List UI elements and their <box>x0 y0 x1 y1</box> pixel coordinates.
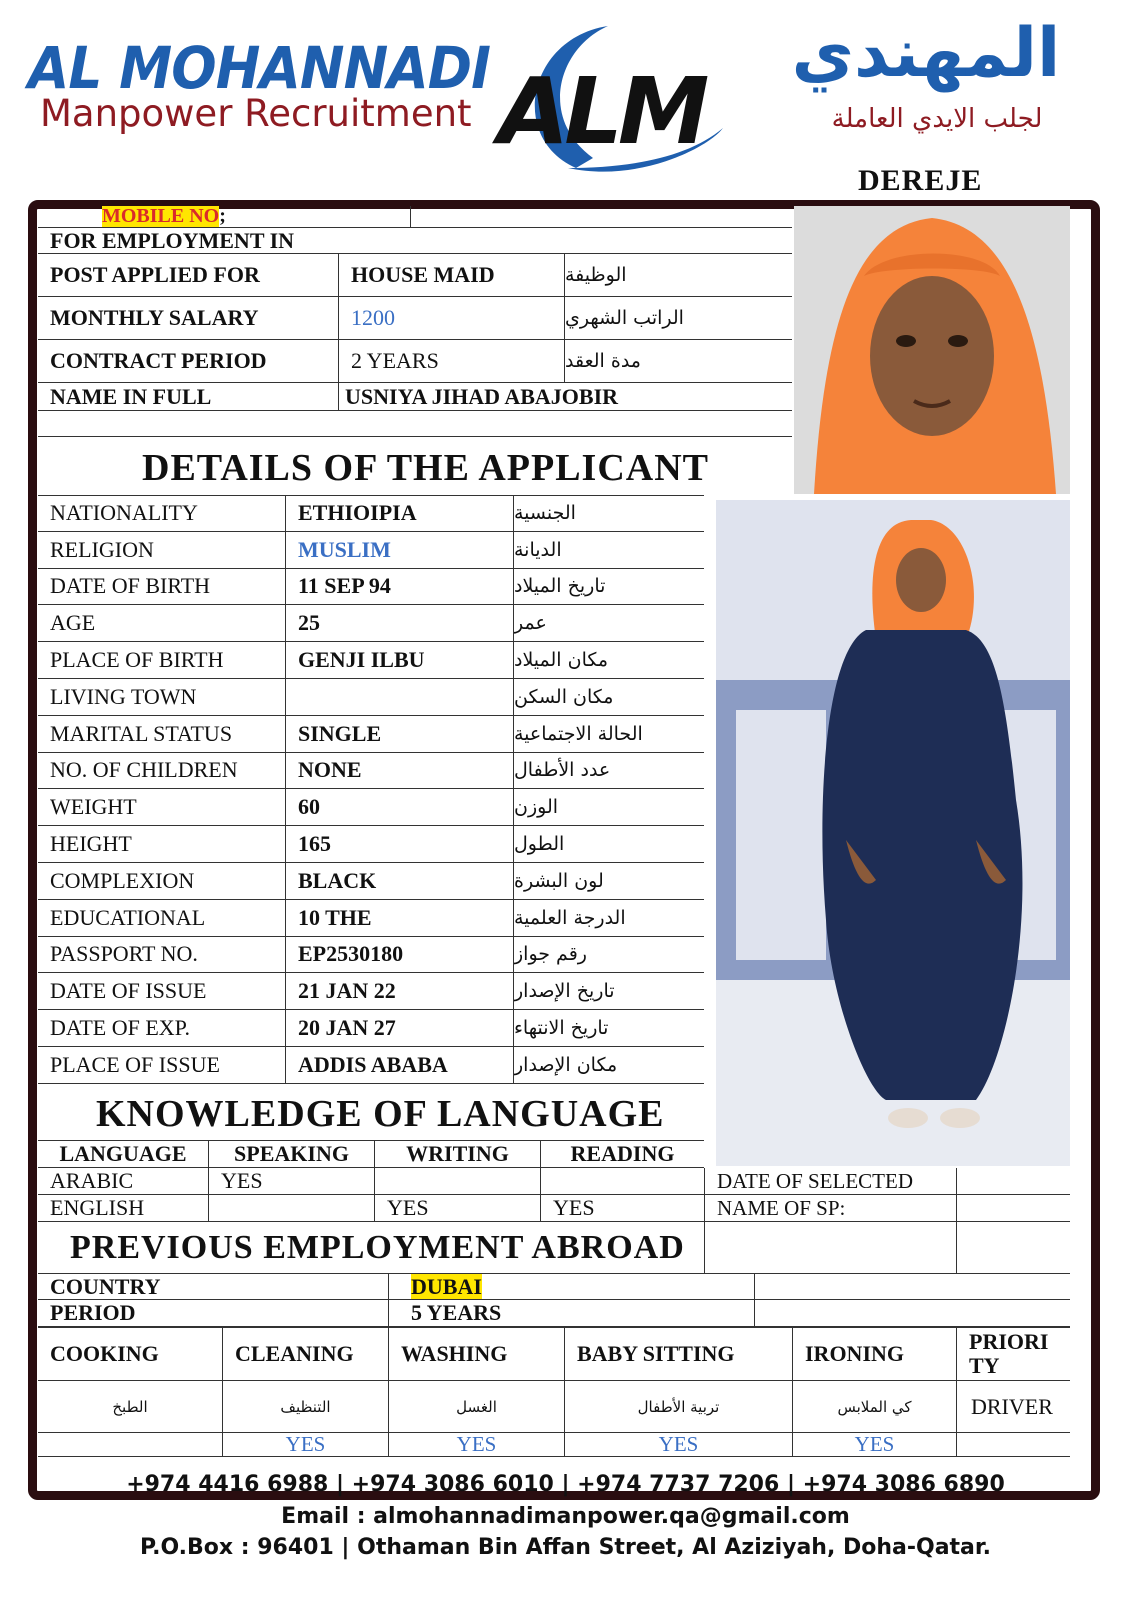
details-label: WEIGHT <box>50 794 137 820</box>
details-row <box>38 973 704 1010</box>
details-label: LIVING TOWN <box>50 683 197 709</box>
details-label: NO. OF CHILDREN <box>50 757 238 783</box>
period-value: 5 YEARS <box>388 1300 754 1326</box>
contract-label: CONTRACT PERIOD <box>50 348 267 373</box>
language-col-writing: WRITING <box>374 1141 540 1167</box>
footer-email: Email : almohannadimanpower.qa@gmail.com <box>281 1504 850 1529</box>
mobile-row <box>38 206 792 228</box>
details-ar: الديانة <box>513 532 704 568</box>
footer-phones: +974 4416 6988 | +974 3086 6010 | +974 7737 7206 | +974 3086 6890 <box>126 1472 1005 1497</box>
language-title: KNOWLEDGE OF LANGUAGE <box>96 1093 665 1135</box>
details-row <box>38 716 704 753</box>
name-row <box>38 383 792 411</box>
details-value: ADDIS ABABA <box>285 1047 513 1083</box>
language-speaking <box>208 1195 374 1221</box>
period-label: PERIOD <box>50 1300 136 1325</box>
salary-row <box>38 297 792 340</box>
details-value: 11 SEP 94 <box>285 569 513 605</box>
post-row <box>38 254 792 297</box>
language-writing <box>374 1168 540 1194</box>
employment-in-row <box>38 228 792 254</box>
company-name-ar: المهندي <box>791 14 1061 93</box>
skill-answer: YES <box>222 1433 388 1456</box>
agent-name: DEREJE <box>858 164 983 197</box>
employment-in-label: FOR EMPLOYMENT IN <box>50 228 295 253</box>
details-ar: الجنسية <box>513 496 704 531</box>
salary-label: MONTHLY SALARY <box>50 305 259 330</box>
skill-ar: كي الملابس <box>792 1381 956 1432</box>
language-name: ARABIC <box>50 1168 134 1193</box>
details-ar: لون البشرة <box>513 863 704 899</box>
details-value: 10 THE <box>285 900 513 936</box>
skill-answer: YES <box>564 1433 792 1456</box>
details-row <box>38 826 704 863</box>
skill-answer: YES <box>792 1433 956 1456</box>
details-label: PLACE OF ISSUE <box>50 1051 220 1077</box>
details-value: 21 JAN 22 <box>285 973 513 1009</box>
details-ar: مكان الإصدار <box>513 1047 704 1083</box>
details-row <box>38 642 704 679</box>
skill-header: WASHING <box>388 1328 564 1380</box>
company-tagline-ar: لجلب الايدي العاملة <box>831 104 1043 134</box>
details-label: PASSPORT NO. <box>50 941 198 967</box>
post-value: HOUSE MAID <box>338 254 564 296</box>
language-row-arabic <box>38 1168 1070 1195</box>
details-label: DATE OF EXP. <box>50 1015 190 1041</box>
details-row <box>38 863 704 900</box>
skill-ar: الغسل <box>388 1381 564 1432</box>
details-row <box>38 753 704 790</box>
blank-row <box>38 411 792 437</box>
country-value: DUBAI <box>411 1274 482 1299</box>
skill-ar: التنظيف <box>222 1381 388 1432</box>
date-selected-label: DATE OF SELECTED <box>704 1168 956 1194</box>
details-value: EP2530180 <box>285 937 513 973</box>
details-label: AGE <box>50 610 96 636</box>
details-row <box>38 605 704 642</box>
details-label: NATIONALITY <box>50 500 198 526</box>
details-label: MARITAL STATUS <box>50 720 233 746</box>
details-ar: الوزن <box>513 789 704 825</box>
details-ar: تاريخ الانتهاء <box>513 1010 704 1046</box>
language-row-english <box>38 1195 1070 1222</box>
mobile-value <box>410 206 792 227</box>
details-title: DETAILS OF THE APPLICANT <box>142 447 710 489</box>
details-value: GENJI ILBU <box>285 642 513 678</box>
priority-value: DRIVER <box>956 1381 1070 1432</box>
sponsor-label: NAME OF SP: <box>704 1195 956 1221</box>
details-value: ETHIOIPIA <box>285 496 513 531</box>
details-row <box>38 937 704 974</box>
details-row <box>38 1047 704 1084</box>
post-label: POST APPLIED FOR <box>50 262 260 287</box>
details-ar: الدرجة العلمية <box>513 900 704 936</box>
details-label: PLACE OF BIRTH <box>50 647 224 673</box>
details-label: DATE OF BIRTH <box>50 573 211 599</box>
language-col-language: LANGUAGE <box>59 1141 187 1166</box>
skill-ar: تربية الأطفال <box>564 1381 792 1432</box>
language-speaking: YES <box>208 1168 374 1194</box>
details-label: DATE OF ISSUE <box>50 978 207 1004</box>
date-selected-value <box>956 1168 1070 1194</box>
name-label: NAME IN FULL <box>50 383 212 409</box>
skill-header: CLEANING <box>222 1328 388 1380</box>
details-ar: تاريخ الإصدار <box>513 973 704 1009</box>
details-ar: رقم جواز <box>513 937 704 973</box>
mobile-sep: ; <box>219 206 226 227</box>
skill-answer <box>956 1433 1070 1456</box>
portrait-photo <box>794 206 1070 494</box>
footer-address: P.O.Box : 96401 | Othaman Bin Affan Street, Al Aziziyah, Doha-Qatar. <box>140 1535 991 1560</box>
details-ar: عمر <box>513 605 704 641</box>
details-row <box>38 789 704 826</box>
details-row <box>38 1010 704 1047</box>
contract-row <box>38 340 792 383</box>
skills-row-ans <box>38 1433 1070 1457</box>
details-value <box>285 679 513 715</box>
details-ar: تاريخ الميلاد <box>513 569 704 605</box>
skills-row-ar <box>38 1381 1070 1433</box>
skill-answer: YES <box>388 1433 564 1456</box>
details-ar: الطول <box>513 826 704 862</box>
skill-header: COOKING <box>50 1341 159 1366</box>
skills-row-hdr <box>38 1327 1070 1381</box>
country-label: COUNTRY <box>50 1274 161 1299</box>
contract-ar: مدة العقد <box>564 340 792 382</box>
skill-header: PRIORI TY <box>956 1328 1070 1380</box>
details-ar: عدد الأطفال <box>513 753 704 789</box>
company-logo <box>498 18 738 178</box>
language-col-speaking: SPEAKING <box>208 1141 374 1167</box>
details-value: BLACK <box>285 863 513 899</box>
details-value: 165 <box>285 826 513 862</box>
language-writing: YES <box>374 1195 540 1221</box>
details-row <box>38 532 704 569</box>
details-value: NONE <box>285 753 513 789</box>
language-name: ENGLISH <box>50 1195 145 1220</box>
salary-ar: الراتب الشهري <box>564 297 792 339</box>
details-label: EDUCATIONAL <box>50 904 206 930</box>
post-ar: الوظيفة <box>564 254 792 296</box>
details-value: SINGLE <box>285 716 513 752</box>
details-ar: الحالة الاجتماعية <box>513 716 704 752</box>
logo-text: ALM <box>498 58 705 165</box>
details-label: COMPLEXION <box>50 867 195 893</box>
language-reading <box>540 1168 704 1194</box>
company-tagline-en: Manpower Recruitment <box>40 92 472 135</box>
details-label: RELIGION <box>50 536 154 562</box>
details-value: 20 JAN 27 <box>285 1010 513 1046</box>
language-reading: YES <box>540 1195 704 1221</box>
previous-title-row <box>38 1222 1070 1274</box>
contract-value: 2 YEARS <box>338 340 564 382</box>
details-row <box>38 679 704 716</box>
language-header-row <box>38 1140 704 1168</box>
country-row <box>38 1274 1070 1300</box>
sponsor-value <box>956 1195 1070 1221</box>
language-col-reading: READING <box>540 1141 704 1167</box>
full-body-photo <box>716 500 1070 1166</box>
skill-answer <box>38 1433 222 1456</box>
details-row <box>38 569 704 606</box>
details-row <box>38 495 704 532</box>
details-value: 25 <box>285 605 513 641</box>
salary-value: 1200 <box>338 297 564 339</box>
details-value: MUSLIM <box>285 532 513 568</box>
period-row <box>38 1300 1070 1327</box>
details-ar: مكان الميلاد <box>513 642 704 678</box>
name-value: USNIYA JIHAD ABAJOBIR <box>338 383 792 410</box>
details-value: 60 <box>285 789 513 825</box>
skill-header: IRONING <box>792 1328 956 1380</box>
details-label: HEIGHT <box>50 831 132 857</box>
company-name-en: AL MOHANNADI <box>28 34 491 102</box>
details-ar: مكان السكن <box>513 679 704 715</box>
skill-header: BABY SITTING <box>564 1328 792 1380</box>
skill-ar: الطبخ <box>112 1397 148 1416</box>
mobile-label: MOBILE NO <box>102 206 220 227</box>
previous-title: PREVIOUS EMPLOYMENT ABROAD <box>70 1228 685 1266</box>
details-row <box>38 900 704 937</box>
